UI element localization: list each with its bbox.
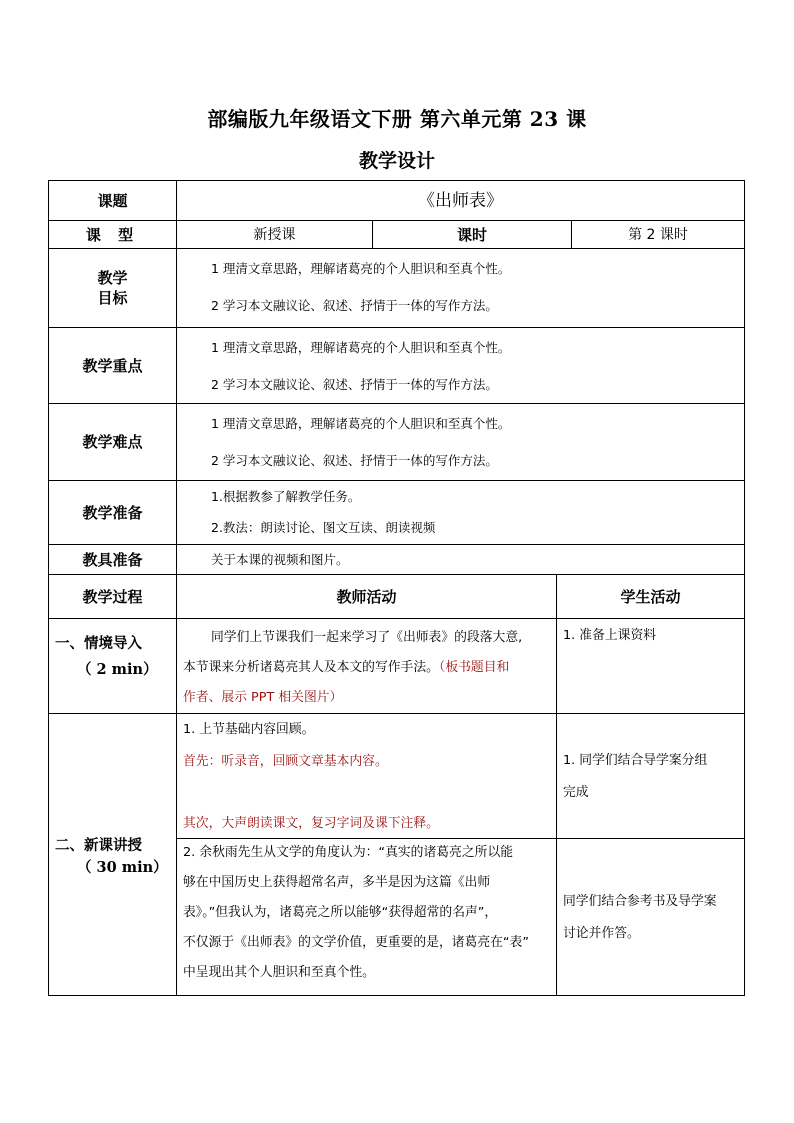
intro-teacher-line — [183, 653, 509, 683]
type-label: 课 型 — [85, 225, 140, 244]
process-header: 教学过程 — [82, 587, 143, 606]
type-value-cell — [176, 220, 373, 249]
review-teacher-cell — [176, 713, 557, 839]
type-label-cell — [48, 220, 177, 249]
difficulties-label: 教学难点 — [82, 433, 143, 451]
review-teacher-line: 其次，大声朗读课文，复习字词及课下注释。 — [183, 816, 439, 831]
preparation-content-cell — [176, 480, 745, 545]
preparation-label-cell — [48, 480, 177, 545]
student-header-cell — [556, 574, 745, 619]
key-points-label-cell — [48, 327, 177, 404]
new-lesson-stage-label: 二、新课讲授 — [55, 837, 142, 854]
objectives-label-cell — [48, 248, 177, 328]
intro-teacher-cell — [176, 618, 557, 714]
analysis-teacher-line: 不仅源于《出师表》的文学价值，更重要的是，诸葛亮在“表” — [183, 935, 529, 950]
hours-label-cell — [372, 220, 572, 249]
process-header-cell — [48, 574, 177, 619]
intro-stage-cell — [48, 618, 177, 714]
intro-teacher-note: 作者、展示 PPT 相关图片） — [183, 690, 343, 705]
analysis-teacher-line: 够在中国历史上获得超常名声，多半是因为这篇《出师 — [183, 875, 491, 890]
preparation-item: 2.教法：朗读讨论、图文互读、朗读视频 — [211, 520, 436, 535]
preparation-item: 1.根据教参了解教学任务。 — [211, 489, 361, 504]
intro-stage-label: 一、情境导入 — [55, 635, 142, 652]
analysis-teacher-line: 2. 余秋雨先生从文学的角度认为：“真实的诸葛亮之所以能 — [183, 845, 514, 860]
intro-stage-time: （ 2 min） — [77, 661, 158, 678]
difficulty-item: 2 学习本文融议论、叙述、抒情于一体的写作方法。 — [211, 453, 498, 468]
intro-teacher-text: 本节课来分析诸葛亮其人及本文的写作手法。 — [183, 660, 439, 675]
key-points-content-cell — [176, 327, 745, 404]
intro-teacher-note: （板书题目和 — [438, 660, 510, 675]
topic-value-cell — [176, 180, 745, 221]
key-points-label: 教学重点 — [82, 356, 143, 375]
analysis-teacher-line: 中呈现出其个人胆识和至真个性。 — [183, 965, 375, 980]
key-point-item: 1 理清文章思路，理解诸葛亮的个人胆识和至真个性。 — [211, 340, 511, 355]
objectives-label-2: 目标 — [97, 289, 128, 307]
difficulty-item: 1 理清文章思路，理解诸葛亮的个人胆识和至真个性。 — [211, 416, 511, 431]
document-title: 部编版九年级语文下册 第六单元第 23 课 — [207, 107, 587, 131]
objective-item: 2 学习本文融议论、叙述、抒情于一体的写作方法。 — [211, 298, 498, 313]
topic-label-cell — [48, 180, 177, 221]
preparation-label: 教学准备 — [82, 503, 143, 522]
new-lesson-stage-cell — [48, 713, 177, 996]
analysis-student-line: 讨论并作答。 — [563, 926, 640, 941]
analysis-student-cell — [556, 838, 745, 996]
objective-item: 1 理清文章思路，理解诸葛亮的个人胆识和至真个性。 — [211, 261, 511, 276]
type-value: 新授课 — [253, 226, 296, 243]
review-student-cell — [556, 713, 745, 839]
objectives-content-cell — [176, 248, 745, 328]
intro-student-text: 1. 准备上课资料 — [563, 628, 657, 643]
difficulties-label-cell — [48, 403, 177, 481]
intro-teacher-line: 同学们上节课我们一起来学习了《出师表》的段落大意, — [211, 630, 523, 645]
review-teacher-line: 1. 上节基础内容回顾。 — [183, 722, 315, 737]
new-lesson-stage-time: （ 30 min） — [77, 859, 168, 876]
difficulties-content-cell — [176, 403, 745, 481]
materials-label: 教具准备 — [82, 550, 143, 569]
intro-student-cell — [556, 618, 745, 714]
teacher-header: 教师活动 — [336, 587, 397, 606]
objectives-label-1: 教学 — [97, 269, 128, 287]
review-student-line: 完成 — [563, 785, 589, 800]
hours-value-cell — [571, 220, 745, 249]
materials-label-cell — [48, 544, 177, 575]
materials-content-cell — [176, 544, 745, 575]
topic-label: 课题 — [97, 191, 128, 210]
materials-value: 关于本课的视频和图片。 — [211, 552, 349, 567]
student-header: 学生活动 — [620, 587, 681, 606]
analysis-student-line: 同学们结合参考书及导学案 — [563, 894, 717, 909]
review-teacher-line: 首先：听录音，回顾文章基本内容。 — [183, 754, 388, 769]
review-student-line: 1. 同学们结合导学案分组 — [563, 753, 708, 768]
document-subtitle: 教学设计 — [358, 150, 435, 172]
key-point-item: 2 学习本文融议论、叙述、抒情于一体的写作方法。 — [211, 377, 498, 392]
lesson-title: 《出师表》 — [418, 190, 503, 211]
hours-value: 第 2 课时 — [628, 226, 688, 243]
analysis-teacher-line: 表》。”但我认为，诸葛亮之所以能够“获得超常的名声”， — [183, 905, 498, 920]
hours-label: 课时 — [456, 225, 487, 244]
analysis-teacher-cell — [176, 838, 557, 996]
teacher-header-cell — [176, 574, 557, 619]
